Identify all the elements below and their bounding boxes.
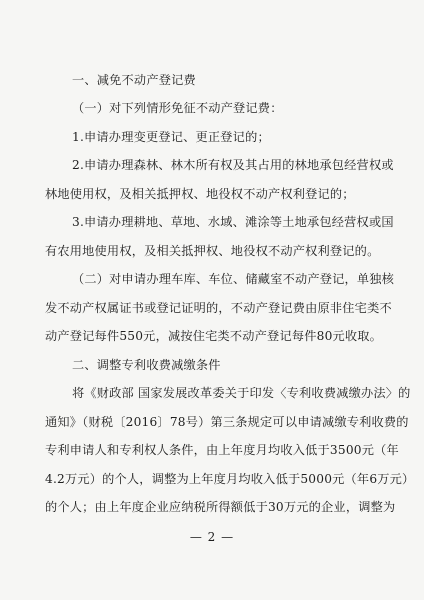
item1-heading: （一）对下列情形免征不动产登记费：: [72, 101, 283, 115]
item1-point3-line1: 3.申请办理耕地、草地、水域、滩涂等土地承包经营权或国: [72, 215, 394, 229]
item2-line3: 动产登记每件550元，减按住宅类不动产登记每件80元收取。: [45, 329, 383, 343]
item2-line2: 发不动产权属证书或登记证明的，不动产登记费由原非住宅类不: [45, 301, 392, 315]
item2-line1: （二）对申请办理车库、车位、储藏室不动产登记，单独核: [72, 272, 395, 286]
section2-line4: 4.2万元）的个人，调整为上年度月均收入低于5000元（年6万元）: [45, 471, 415, 486]
section1-heading: 一、减免不动产登记费: [72, 73, 196, 87]
section2-heading: 二、调整专利收费减缴条件: [72, 358, 221, 372]
section2-line1: 将《财政部 国家发展改革委关于印发〈专利收费减缴办法〉的: [72, 386, 411, 400]
section2-line5: 的个人；由上年度企业应纳税所得额低于30万元的企业，调整为: [45, 500, 396, 514]
item1-point2-line2: 林地使用权，及相关抵押权、地役权不动产权利登记的；: [45, 187, 355, 201]
item1-point3-line2: 有农用地使用权，及相关抵押权、地役权不动产权利登记的。: [45, 244, 380, 258]
page-number: — 2 —: [189, 530, 235, 544]
item1-point2-line1: 2.申请办理森林、林木所有权及其占用的林地承包经营权或: [72, 158, 394, 172]
section2-line2: 通知》（财税〔2016〕78号）第三条规定可以申请减缴专利收费的: [45, 414, 409, 429]
section2-line3: 专利申请人和专利权人条件，由上年度月均收入低于3500元（年: [45, 443, 399, 457]
item1-point1: 1.申请办理变更登记、更正登记的；: [72, 130, 270, 144]
